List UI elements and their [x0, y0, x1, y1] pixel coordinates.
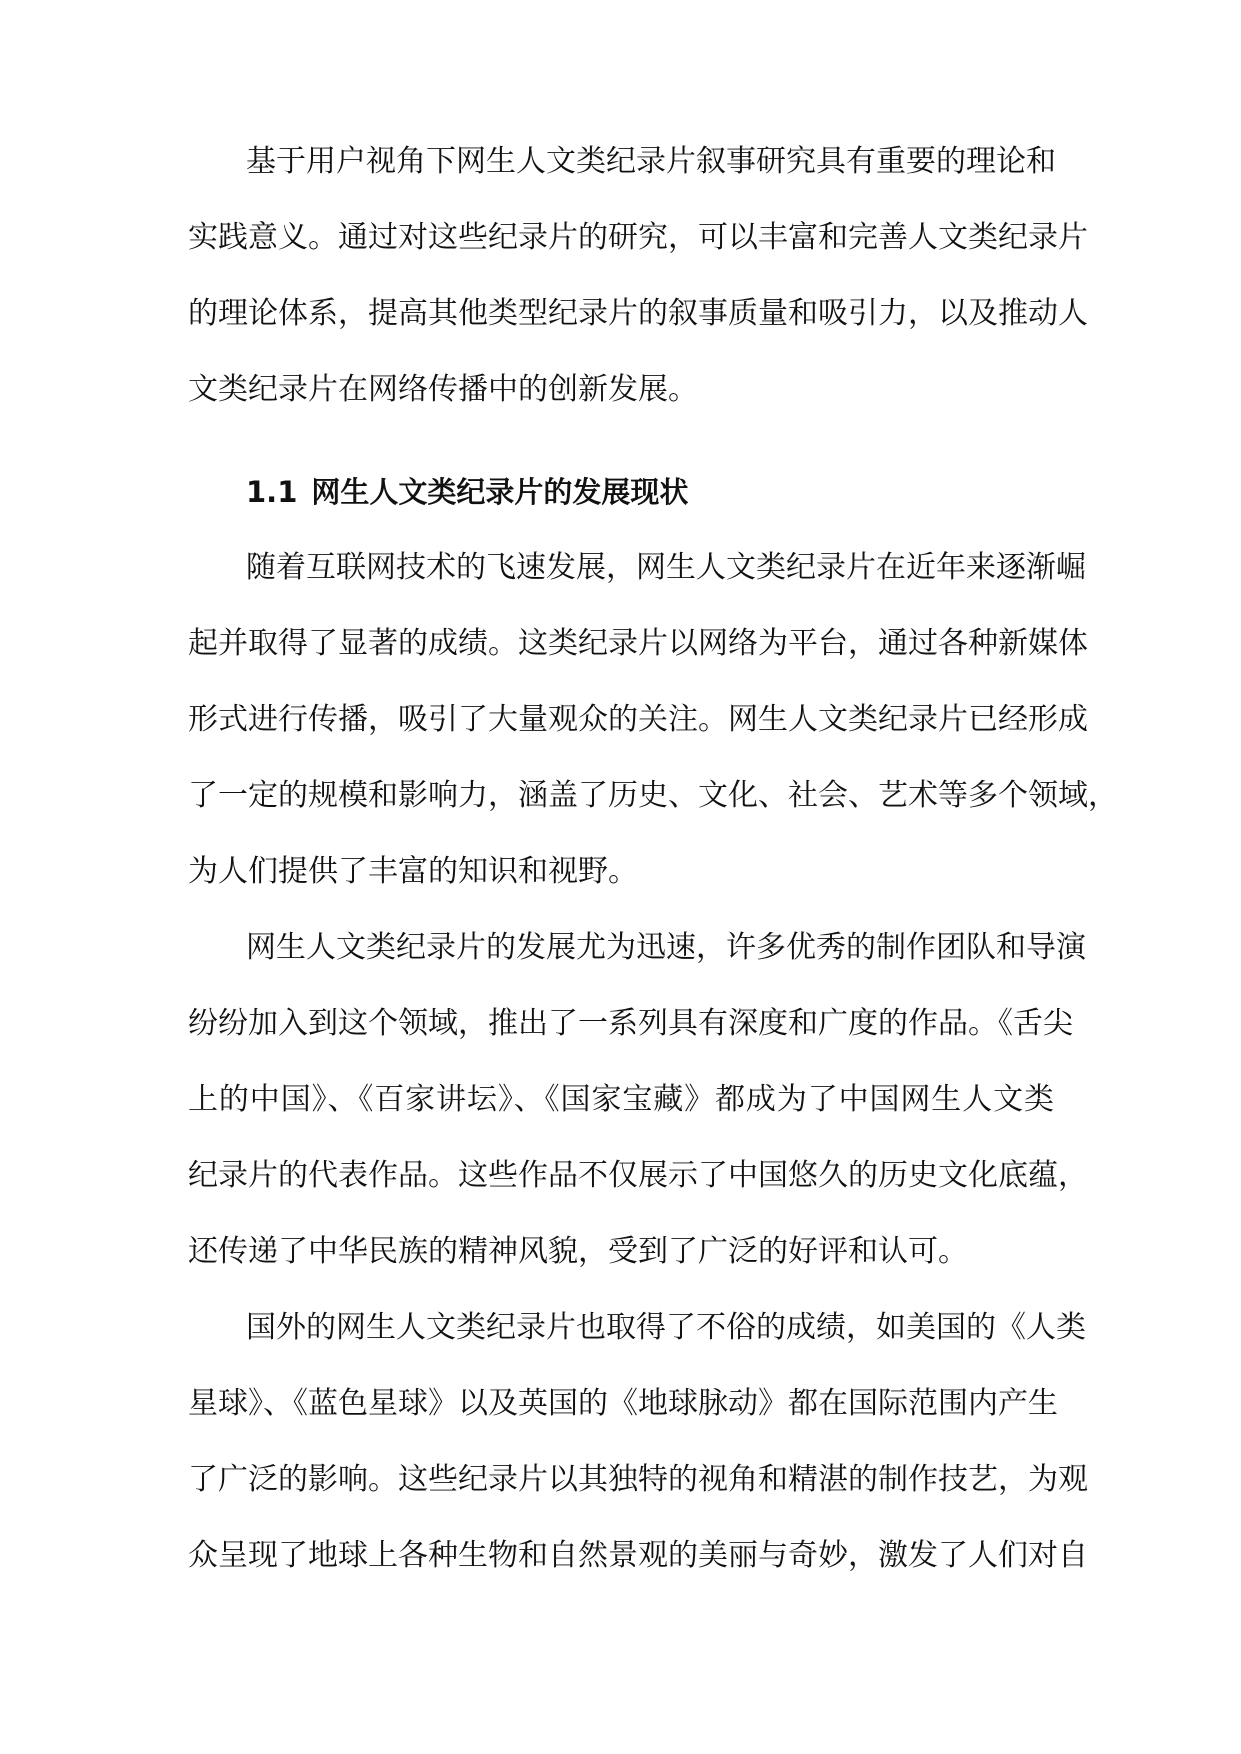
- paragraph-4: [188, 1308, 1088, 1612]
- paragraph-line: 实践意义。通过对这些纪录片的研究，可以丰富和完善人文类纪录片: [188, 220, 1088, 255]
- paragraph-line: 众呈现了地球上各种生物和自然景观的美丽与奇妙，激发了人们对自: [188, 1538, 1088, 1573]
- paragraph-1: [188, 142, 1088, 446]
- paragraph-line: 上的中国》、《百家讲坛》、《国家宝藏》都成为了中国网生人文类: [188, 1082, 1054, 1117]
- section-title: 网生人文类纪录片的发展现状: [311, 475, 689, 509]
- paragraph-line: 纪录片的代表作品。这些作品不仅展示了中国悠久的历史文化底蕴，: [188, 1158, 1088, 1193]
- section-number: 1.1: [246, 475, 298, 509]
- paragraph-line: 的理论体系，提高其他类型纪录片的叙事质量和吸引力，以及推动人: [188, 296, 1088, 331]
- paragraph-line: 文类纪录片在网络传播中的创新发展。: [188, 372, 698, 407]
- paragraph-2: [188, 548, 1118, 928]
- paragraph-line: 纷纷加入到这个领域，推出了一系列具有深度和广度的作品。《舌尖: [188, 1006, 1073, 1041]
- paragraph-line: 起并取得了显著的成绩。这类纪录片以网络为平台，通过各种新媒体: [188, 626, 1088, 661]
- paragraph-line: 基于用户视角下网生人文类纪录片叙事研究具有重要的理论和: [246, 144, 1056, 179]
- document-body: [188, 142, 1118, 1612]
- paragraph-line: 了一定的规模和影响力，涵盖了历史、文化、社会、艺术等多个领域，: [188, 778, 1118, 813]
- paragraph-line: 星球》、《蓝色星球》以及英国的《地球脉动》都在国际范围内产生: [188, 1386, 1058, 1421]
- paragraph-line: 国外的网生人文类纪录片也取得了不俗的成绩，如美国的《人类: [246, 1310, 1086, 1345]
- section-heading: [188, 472, 1054, 548]
- paragraph-line: 了广泛的影响。这些纪录片以其独特的视角和精湛的制作技艺，为观: [188, 1462, 1088, 1497]
- paragraph-line: 还传递了中华民族的精神风貌，受到了广泛的好评和认可。: [188, 1234, 968, 1269]
- paragraph-3: [188, 928, 1088, 1308]
- paragraph-line: 形式进行传播，吸引了大量观众的关注。网生人文类纪录片已经形成: [188, 702, 1088, 737]
- paragraph-line: 网生人文类纪录片的发展尤为迅速，许多优秀的制作团队和导演: [246, 930, 1086, 965]
- paragraph-line: 为人们提供了丰富的知识和视野。: [188, 854, 638, 889]
- paragraph-line: 随着互联网技术的飞速发展，网生人文类纪录片在近年来逐渐崛: [246, 550, 1086, 585]
